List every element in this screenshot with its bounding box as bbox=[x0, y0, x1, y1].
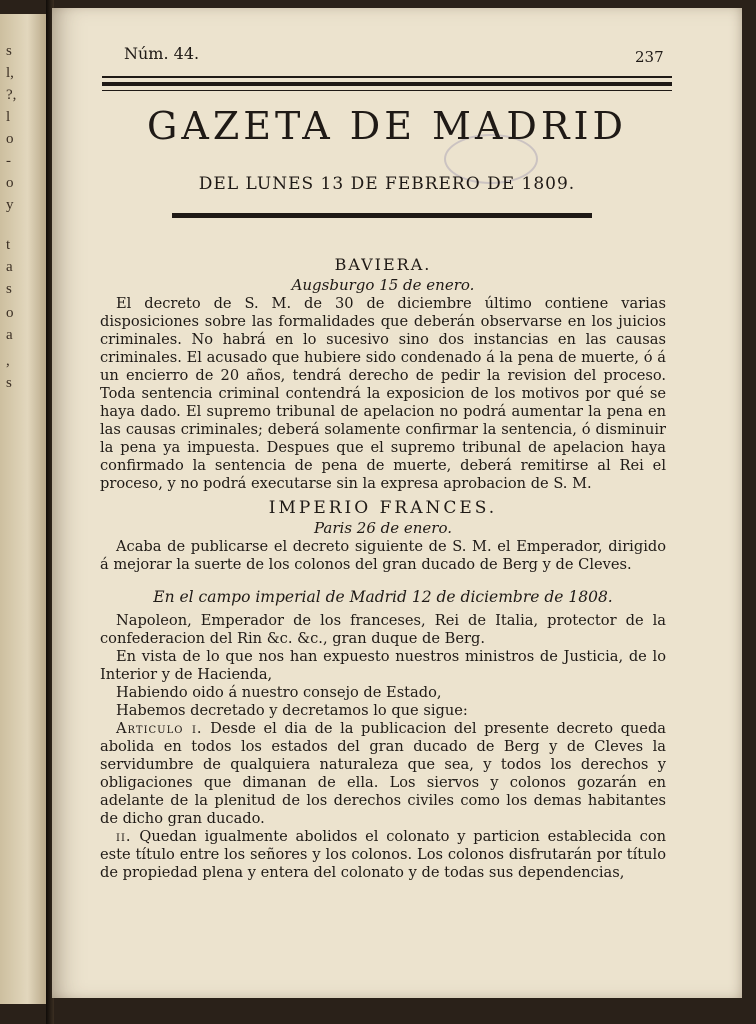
page-number: 237 bbox=[635, 48, 664, 66]
left-page-edge bbox=[0, 14, 46, 1004]
paragraph: Napoleon, Emperador de los franceses, Rei de Italia, protector de la confederacion del Rin &c. &c., gran duque de Berg. bbox=[100, 612, 666, 647]
paragraph: Acaba de publicarse el decreto siguiente de S. M. el Emperador, dirigido á mejorar la suerte de los colonos del gran ducado de Berg y de Cleves. bbox=[100, 538, 666, 573]
left-page-fragment: a bbox=[6, 259, 13, 275]
paragraph: En vista de lo que nos han expuesto nuestros ministros de Justicia, de lo Interior y de Hacienda, bbox=[100, 648, 666, 683]
left-page-fragment: s bbox=[6, 43, 12, 59]
article-paragraph bbox=[100, 828, 666, 882]
section-dateline: Paris 26 de enero. bbox=[313, 519, 453, 537]
paragraph: El decreto de S. M. de 30 de diciembre último contiene varias disposiciones sobre las formalidades que deberán observarse en los juicios criminales. No habrá en lo sucesivo sino dos instancias en las causas criminales. El acusado que hubiere sido condenado á la pena de muerte, ó á un encierro de 20 años, tendrá derecho de pedir la revision del proceso. Toda sentencia criminal contendrá la exposicion de los motivos por qué se haya dado. El supremo tribunal de apelacion no podrá aumentar la pena en las causas criminales; deberá solamente confirmar la sentencia, ó disminuir la pena ya impuesta. Despues que el supremo tribunal de apelacion haya confirmado la sentencia de pena de muerte, deberá remitirse al Rei el proceso, y no podrá executarse sin la expresa aprobacion de S. M. bbox=[100, 295, 666, 492]
article-body bbox=[100, 254, 666, 882]
left-page-fragment: o bbox=[6, 175, 14, 191]
left-page-fragment: ?, bbox=[6, 87, 17, 103]
section-dateline: Augsburgo 15 de enero. bbox=[291, 276, 475, 294]
left-page-fragment: l bbox=[6, 109, 11, 125]
decree-dateline: En el campo imperial de Madrid 12 de diciembre de 1808. bbox=[153, 588, 613, 606]
top-rule-thin bbox=[102, 90, 672, 91]
left-page-fragment: s bbox=[6, 281, 12, 297]
left-page-fragment: y bbox=[6, 197, 14, 213]
paragraph: Habiendo oido á nuestro consejo de Estado, bbox=[116, 684, 442, 701]
left-page-fragment: t bbox=[6, 237, 11, 253]
left-page-fragment: , bbox=[6, 353, 10, 369]
issue-date: DEL LUNES 13 DE FEBRERO DE 1809. bbox=[198, 174, 576, 194]
issue-number: Núm. 44. bbox=[124, 44, 200, 63]
left-page-fragment: - bbox=[6, 153, 11, 169]
left-page-fragment: o bbox=[6, 305, 14, 321]
left-page-fragment: s bbox=[6, 375, 12, 391]
section-heading: IMPERIO FRANCES. bbox=[268, 498, 498, 518]
paragraph: Habemos decretado y decretamos lo que sigue: bbox=[116, 702, 468, 719]
newspaper-page bbox=[52, 8, 742, 998]
left-page-fragment: l, bbox=[6, 65, 14, 81]
article-text: Desde el dia de la publicacion del presente decreto queda abolida en todos los estados del gran ducado de Berg y de Cleves la servidumbre de qualquiera naturaleza que sea, y todos los derechos y obligaciones que dimanan de ella. Los siervos y colonos gozarán en adelante de la plenitud de los derechos civiles como los demas habitantes de dicho gran ducado. bbox=[100, 720, 666, 827]
article-text: Quedan igualmente abolidos el colonato y particion establecida con este título entre los señores y los colonos. Los colonos disfrutarán por título de propiedad plena y entera del colonato y de todas sus dependencias, bbox=[100, 828, 667, 881]
article-label: Articulo i. bbox=[116, 720, 203, 737]
header-rule bbox=[172, 213, 592, 218]
masthead-title: GAZETA DE MADRID bbox=[147, 104, 627, 148]
left-page-fragment: o bbox=[6, 131, 14, 147]
section-heading: BAVIERA. bbox=[334, 255, 432, 274]
left-page-fragment: a bbox=[6, 327, 13, 343]
top-rule bbox=[102, 76, 672, 86]
article-label: ii. bbox=[116, 828, 132, 845]
article-paragraph bbox=[100, 720, 666, 828]
